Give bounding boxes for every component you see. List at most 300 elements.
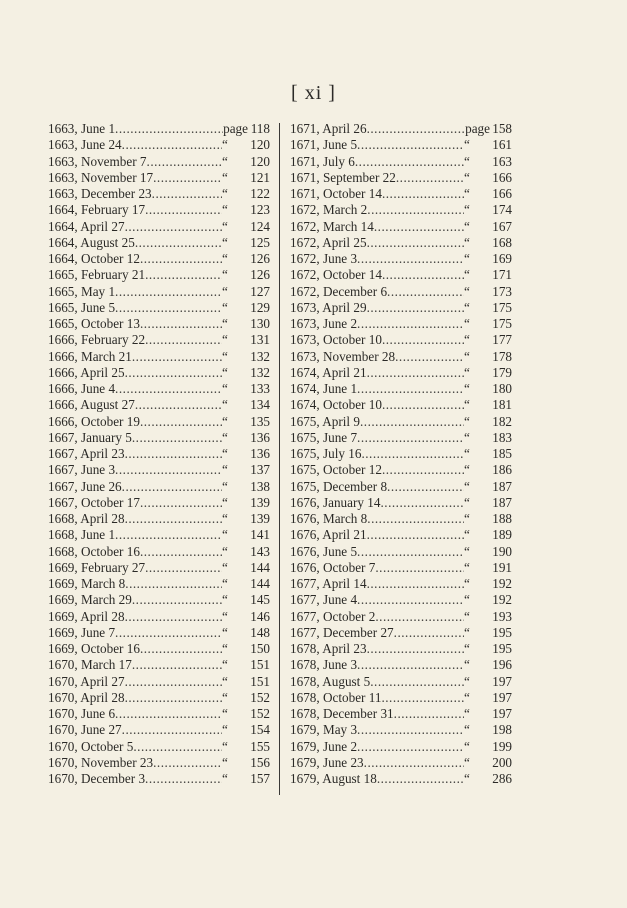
page-number: 175 [492,299,512,315]
index-entry [48,219,270,235]
entry-page-ref [464,511,512,527]
ditto-mark: “ [464,332,470,348]
entry-page-ref [464,479,512,495]
entry-page-ref [464,300,512,316]
ditto-mark: “ [464,381,470,396]
index-entry [48,365,270,381]
entry-page-ref [222,576,270,592]
ditto-mark: “ [464,754,470,770]
index-entry [48,641,270,657]
dot-leader [122,722,222,738]
index-entry [48,381,270,397]
ditto-mark: “ [222,624,228,640]
ditto-mark: “ [222,608,228,624]
page-number: 138 [250,478,270,494]
entry-date: 1669, February 27 [48,559,146,575]
entry-page-ref [464,251,512,267]
page-number: 190 [492,543,512,559]
ditto-mark: “ [464,738,470,754]
page-number: 151 [250,673,270,689]
page-number: 286 [492,771,512,786]
ditto-mark: “ [464,527,470,543]
dot-leader [367,527,464,543]
dot-leader [133,739,222,755]
dot-leader [382,332,464,348]
ditto-mark: “ [464,267,470,283]
entry-page-ref [464,397,512,413]
entry-date: 1677, December 27 [290,624,394,640]
entry-page-ref [464,625,512,641]
entry-page-ref [464,771,512,787]
entry-page-ref [222,462,270,478]
page-number: 139 [250,511,270,526]
page-number: 154 [250,722,270,738]
entry-page-ref [222,267,270,283]
dot-leader [394,706,464,722]
ditto-mark: “ [222,446,228,461]
entry-page-ref [222,706,270,722]
index-entry [48,511,270,527]
ditto-mark: “ [222,738,228,754]
ditto-mark: “ [464,494,470,510]
ditto-mark: “ [464,299,470,315]
page-label: page [465,121,490,136]
dot-leader [382,462,464,478]
index-entry [290,544,512,560]
dot-leader [132,592,222,608]
entry-date: 1673, October 10 [290,332,382,348]
entry-page-ref [464,235,512,251]
entry-date: 1675, October 12 [290,462,382,478]
entry-date: 1668, October 16 [48,543,140,559]
ditto-mark: “ [222,592,228,608]
dot-leader [140,544,222,560]
entry-page-ref [222,674,270,690]
dot-leader [132,349,222,365]
index-entry [48,527,270,543]
entry-page-ref [464,576,512,592]
page-number: 120 [250,153,270,169]
dot-leader [140,316,222,332]
index-entry [290,414,512,430]
page-number: 122 [250,186,270,201]
dot-leader [152,186,222,202]
page-number: 195 [492,641,512,656]
page-header: [ xi ] [291,82,336,104]
entry-date: 1678, August 5 [290,673,371,689]
entry-page-ref [464,739,512,755]
page-number: 197 [492,706,512,721]
entry-page-ref [464,722,512,738]
page-number: 124 [250,218,270,234]
entry-date: 1666, August 27 [48,397,135,413]
ditto-mark: “ [464,446,470,461]
page-number: 143 [250,543,270,559]
entry-page-ref [222,186,270,202]
ditto-mark: “ [464,348,470,364]
index-entry [290,284,512,300]
entry-page-ref [222,625,270,641]
ditto-mark: “ [222,218,228,234]
ditto-mark: “ [222,543,228,559]
entry-page-ref [464,430,512,446]
entry-page-ref [222,365,270,381]
index-entry [290,641,512,657]
entry-page-ref [464,641,512,657]
ditto-mark: “ [222,348,228,364]
entry-date: 1664, August 25 [48,234,135,250]
dot-leader [355,154,464,170]
entry-page-ref [222,690,270,706]
ditto-mark: “ [464,283,470,299]
index-entry [290,121,512,137]
entry-page-ref [222,479,270,495]
index-entry [290,706,512,722]
index-entry [48,462,270,478]
entry-date: 1665, October 13 [48,316,140,331]
entry-page-ref [222,235,270,251]
ditto-mark: “ [222,397,228,413]
index-entry [48,186,270,202]
entry-page-ref [464,170,512,186]
entry-date: 1670, June 6 [48,706,116,721]
entry-page-ref [464,706,512,722]
ditto-mark: “ [464,543,470,559]
dot-leader [125,576,222,592]
entry-page-ref [464,365,512,381]
ditto-mark: “ [464,624,470,640]
entry-date: 1663, November 7 [48,153,147,169]
ditto-mark: “ [464,251,470,266]
entry-date: 1671, October 14 [290,186,382,201]
entry-page-ref [464,154,512,170]
index-entry [48,170,270,186]
entry-date: 1670, October 5 [48,738,134,754]
index-entry [290,202,512,218]
dot-leader [145,202,222,218]
entry-date: 1667, April 23 [48,446,125,461]
entry-page-ref [222,154,270,170]
entry-date: 1677, June 4 [290,592,358,608]
page-number: 168 [492,234,512,250]
ditto-mark: “ [464,397,470,413]
index-entry [48,739,270,755]
page-number: 121 [250,169,270,185]
page-number: 191 [492,559,512,575]
entry-page-ref [464,690,512,706]
ditto-mark: “ [222,169,228,185]
entry-page-ref [464,137,512,153]
entry-page-ref [464,414,512,430]
index-entry [290,690,512,706]
entry-date: 1664, April 27 [48,218,125,234]
entry-page-ref [464,381,512,397]
ditto-mark: “ [222,137,228,153]
index-entry [290,771,512,787]
dot-leader [367,121,466,137]
dot-leader [357,592,464,608]
entry-date: 1670, April 27 [48,673,125,689]
ditto-mark: “ [222,186,228,201]
ditto-mark: “ [222,283,228,299]
entry-page-ref [222,251,270,267]
ditto-mark: “ [464,673,470,689]
entry-date: 1673, November 28 [290,348,396,364]
page-number: 183 [492,429,512,445]
entry-page-ref [222,739,270,755]
page-number: 163 [492,153,512,169]
entry-page-ref [464,527,512,543]
entry-date: 1671, July 6 [290,153,355,169]
dot-leader [367,235,464,251]
dot-leader [370,674,464,690]
entry-date: 1666, April 25 [48,364,125,380]
index-column-left [48,121,270,787]
entry-page-ref [464,592,512,608]
entry-page-ref [222,771,270,787]
dot-leader [135,235,222,251]
entry-date: 1671, June 5 [290,137,358,153]
ditto-mark: “ [222,771,228,786]
page-number: 120 [250,137,270,153]
entry-date: 1669, April 28 [48,608,125,624]
entry-page-ref [222,446,270,462]
page-number: 193 [492,608,512,624]
page-number: 166 [492,169,512,185]
ditto-mark: “ [222,316,228,331]
ditto-mark: “ [222,722,228,738]
entry-date: 1667, October 17 [48,494,140,510]
entry-page-ref [464,544,512,560]
page-number: 132 [250,364,270,380]
entry-page-ref [464,446,512,462]
page-number: 195 [492,624,512,640]
entry-page-ref [222,609,270,625]
dot-leader [367,641,464,657]
page-number: 126 [250,251,270,266]
dot-leader [357,137,464,153]
entry-date: 1667, January 5 [48,429,132,445]
entry-page-ref [464,284,512,300]
entry-page-ref [222,722,270,738]
entry-date: 1667, June 3 [48,462,116,478]
entry-date: 1672, October 14 [290,267,382,283]
entry-page-ref [222,284,270,300]
entry-date: 1679, June 23 [290,754,364,770]
dot-leader [382,267,464,283]
entry-page-ref [464,349,512,365]
entry-date: 1672, December 6 [290,283,388,299]
ditto-mark: “ [464,592,470,608]
ditto-mark: “ [222,332,228,348]
entry-page-ref [464,316,512,332]
index-entry [290,609,512,625]
entry-page-ref [464,609,512,625]
page-number: 174 [492,202,512,218]
page-number: 199 [492,738,512,754]
entry-page-ref [222,755,270,771]
entry-page-ref [222,592,270,608]
page-number: 175 [492,316,512,331]
dot-leader [125,674,222,690]
dot-leader [382,186,464,202]
entry-date: 1672, March 14 [290,218,374,234]
entry-date: 1679, May 3 [290,722,358,738]
page-number: 144 [250,576,270,591]
ditto-mark: “ [464,153,470,169]
ditto-mark: “ [464,657,470,673]
page-number: 178 [492,348,512,364]
entry-date: 1678, December 31 [290,706,394,721]
ditto-mark: “ [222,478,228,494]
entry-date: 1670, March 17 [48,657,132,673]
dot-leader [357,657,464,673]
ditto-mark: “ [464,234,470,250]
ditto-mark: “ [222,234,228,250]
entry-page-ref [464,657,512,673]
dot-leader [375,560,464,576]
entry-date: 1669, March 8 [48,576,126,591]
index-entry [48,137,270,153]
index-entry [290,625,512,641]
entry-page-ref [222,137,270,153]
page-number: 144 [250,559,270,575]
dot-leader [115,381,222,397]
page-number: 155 [250,738,270,754]
dot-leader [367,511,464,527]
entry-date: 1678, April 23 [290,641,367,656]
entry-page-ref [464,202,512,218]
dot-leader [132,430,222,446]
index-entry [290,755,512,771]
dot-leader [357,739,464,755]
dot-leader [125,690,222,706]
dot-leader [367,576,464,592]
entry-page-ref [464,186,512,202]
ditto-mark: “ [222,657,228,673]
entry-page-ref [464,560,512,576]
entry-date: 1676, June 5 [290,543,358,559]
dot-leader [367,300,464,316]
dot-leader [377,771,464,787]
entry-date: 1672, April 25 [290,234,367,250]
page-number: 187 [492,494,512,510]
page-number: 156 [250,754,270,770]
entry-date: 1667, June 26 [48,478,122,494]
entry-date: 1668, April 28 [48,511,125,526]
dot-leader [153,170,222,186]
entry-date: 1677, October 2 [290,608,376,624]
entry-date: 1672, March 2 [290,202,368,218]
dot-leader [145,267,222,283]
dot-leader [357,381,464,397]
ditto-mark: “ [222,299,228,315]
index-entry [290,446,512,462]
ditto-mark: “ [464,429,470,445]
entry-page-ref [464,267,512,283]
entry-page-ref [222,397,270,413]
entry-date: 1670, April 28 [48,689,125,705]
page-number: 179 [492,364,512,380]
index-entry [290,170,512,186]
index-entry [48,771,270,787]
dot-leader [364,755,464,771]
index-entry [48,121,270,137]
entry-date: 1670, December 3 [48,771,146,786]
entry-date: 1665, February 21 [48,267,146,283]
index-entry [48,690,270,706]
dot-leader [396,170,464,186]
dot-leader [387,479,464,495]
entry-page-ref [222,381,270,397]
entry-date: 1663, November 17 [48,169,154,185]
dot-leader [140,641,222,657]
column-divider [279,123,280,795]
dot-leader [357,316,464,332]
page-number: 152 [250,689,270,705]
entry-page-ref [222,349,270,365]
page-number: 198 [492,722,512,738]
ditto-mark: “ [222,511,228,526]
entry-date: 1678, October 11 [290,689,382,705]
dot-leader [132,657,222,673]
page-number: 188 [492,511,512,526]
page-number: 123 [250,202,270,218]
page-number: 182 [492,413,512,429]
index-entry [48,267,270,283]
entry-date: 1666, February 22 [48,332,146,348]
entry-date: 1671, April 26 [290,121,367,136]
page-number: 136 [250,429,270,445]
entry-date: 1665, May 1 [48,283,116,299]
index-entry [48,300,270,316]
entry-page-ref [222,430,270,446]
entry-date: 1663, June 1 [48,121,116,136]
page-number: 192 [492,592,512,608]
index-entry [48,397,270,413]
ditto-mark: “ [464,706,470,721]
entry-date: 1675, July 16 [290,446,362,461]
entry-date: 1674, April 21 [290,364,367,380]
entry-page-ref [222,527,270,543]
ditto-mark: “ [464,169,470,185]
index-entry [290,267,512,283]
index-entry [290,316,512,332]
page-number: 186 [492,462,512,478]
dot-leader [387,284,464,300]
dot-leader [395,349,464,365]
page-number: 133 [250,381,270,396]
dot-leader [140,495,222,511]
index-entry [290,657,512,673]
ditto-mark: “ [464,462,470,478]
ditto-mark: “ [222,202,228,218]
index-entry [290,251,512,267]
ditto-mark: “ [222,641,228,656]
ditto-mark: “ [464,202,470,218]
dot-leader [115,300,222,316]
index-entry [290,332,512,348]
ditto-mark: “ [222,559,228,575]
page-number: 167 [492,218,512,234]
ditto-mark: “ [222,429,228,445]
ditto-mark: “ [222,689,228,705]
index-entry [290,511,512,527]
page-number: 130 [250,316,270,331]
entry-date: 1675, December 8 [290,478,388,494]
dot-leader [122,137,222,153]
ditto-mark: “ [464,186,470,201]
